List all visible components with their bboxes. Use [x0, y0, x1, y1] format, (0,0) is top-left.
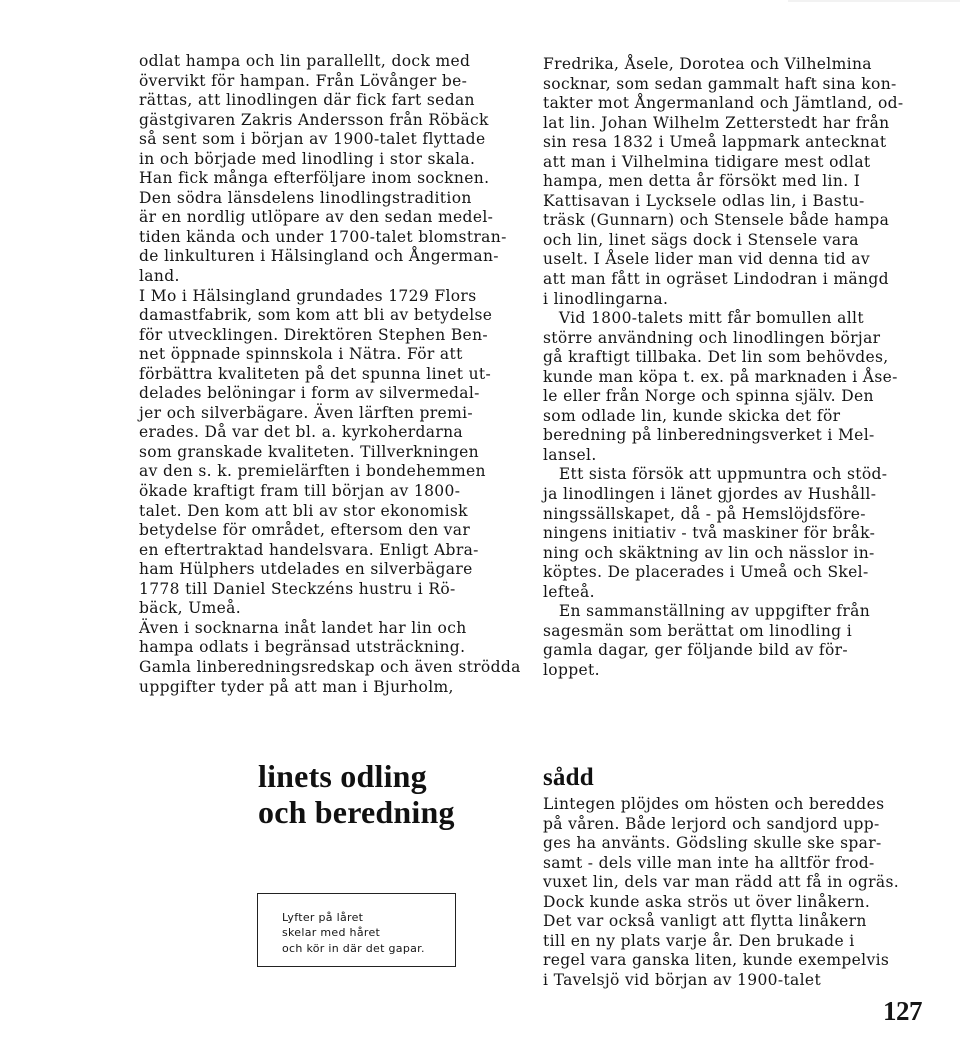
caption-box [257, 893, 456, 967]
text-line: talet. Den kom att bli av stor ekonomisk [139, 501, 468, 520]
right-text-column [543, 55, 943, 681]
text-line: rättas, att linodlingen där fick fart sedan [139, 91, 475, 110]
text-line: Lintegen plöjdes om hösten och bereddes [543, 795, 885, 813]
text-line: socknar, som sedan gammalt haft sina kon- [543, 74, 897, 93]
text-line: ökade kraftigt fram till början av 1800- [139, 482, 461, 501]
text-line: le eller från Norge och spinna själv. Den [543, 387, 874, 406]
text-line: uselt. I Åsele lider man vid denna tid av [543, 250, 870, 269]
text-line: större användning och linodlingen börjar [543, 328, 881, 347]
text-line: in och började med linodling i stor skala. [139, 149, 476, 168]
text-line: Gamla linberedningsredskap och även strödda [139, 657, 521, 676]
page-number: 127 [883, 996, 922, 1026]
text-line: Lyfter på låret [282, 911, 364, 924]
text-line: gamla dagar, ger följande bild av för- [543, 641, 849, 660]
text-line: kunde man köpa t. ex. på marknaden i Åse- [543, 367, 898, 386]
text-line: i Tavelsjö vid början av 1900-talet [543, 970, 822, 989]
text-line: för utvecklingen. Direktören Stephen Ben- [139, 325, 488, 344]
text-line: jer och silverbägare. Även lärften premi- [139, 403, 474, 422]
sadd-text-column [543, 795, 943, 990]
text-line: och kör in där det gapar. [282, 941, 425, 955]
text-line: uppgifter tyder på att man i Bjurholm, [139, 677, 454, 696]
text-line: erades. Då var det bl. a. kyrkoherdarna [139, 423, 464, 442]
text-line: ham Hülphers utdelades en silverbägare [139, 560, 473, 579]
text-line: hampa odlats i begränsad utsträckning. [139, 638, 466, 657]
text-line: Vid 1800-talets mitt får bomullen allt [543, 309, 864, 328]
text-line: bäck, Umeå. [139, 599, 242, 618]
section-heading [258, 758, 455, 830]
text-line: av den s. k. premielärften i bondehemmen [139, 462, 486, 481]
text-line: lefteå. [543, 582, 595, 601]
text-line: Det var också vanligt att flytta linåkern [543, 912, 867, 931]
text-line: sin resa 1832 i Umeå lappmark antecknat [543, 133, 887, 152]
text-line: och beredning [258, 794, 455, 830]
text-line: Han fick många efterföljare inom socknen. [139, 169, 490, 188]
text-line: hampa, men detta år försökt med lin. I [543, 172, 861, 191]
text-line: de linkulturen i Hälsingland och Ångerman- [139, 247, 499, 266]
text-line: beredning på linberedningsverket i Mel- [543, 426, 875, 445]
text-line: gästgivaren Zakris Andersson från Röbäck [139, 110, 489, 129]
text-line: som granskade kvaliteten. Tillverkningen [139, 442, 479, 461]
sadd-heading: sådd [543, 764, 594, 791]
top-edge-mark [788, 0, 960, 2]
text-line: på våren. Både lerjord och sandjord upp- [543, 814, 880, 833]
caption-text [282, 910, 425, 956]
text-line: ningens initiativ - två maskiner för bråk- [543, 524, 876, 543]
text-line: land. [139, 267, 180, 286]
text-line: ningssällskapet, då - på Hemslöjdsföre- [543, 504, 866, 523]
text-line: takter mot Ångermanland och Jämtland, od- [543, 94, 904, 113]
text-line: I Mo i Hälsingland grundades 1729 Flors [139, 286, 477, 305]
text-line: Fredrika, Åsele, Dorotea och Vilhelmina [543, 55, 872, 73]
text-line: ning och skäktning av lin och nässlor in- [543, 543, 875, 562]
text-line: loppet. [543, 660, 600, 679]
text-line: tiden kända och under 1700-talet blomstran- [139, 227, 507, 246]
text-line: delades belöningar i form av silvermedal- [139, 384, 480, 403]
text-line: 1778 till Daniel Steckzéns hustru i Rö- [139, 579, 456, 598]
text-line: vuxet lin, dels var man rädd att få in ogräs. [543, 873, 900, 892]
text-line: att man fått in ogräset Lindodran i mängd [543, 270, 889, 289]
text-line: en eftertraktad handelsvara. Enligt Abra- [139, 540, 479, 559]
text-line: betydelse för området, eftersom den var [139, 521, 471, 540]
text-line: ges ha använts. Gödsling skulle ske spar- [543, 834, 882, 853]
text-line: i linodlingarna. [543, 289, 669, 308]
text-line: övervikt för hampan. Från Lövånger be- [139, 71, 468, 90]
text-line: Den södra länsdelens linodlingstradition [139, 188, 472, 207]
text-line: En sammanställning av uppgifter från [543, 602, 871, 621]
text-line: lansel. [543, 445, 597, 464]
text-line: odlat hampa och lin parallellt, dock med [139, 52, 471, 70]
text-line: gå kraftigt tillbaka. Det lin som behövdes, [543, 348, 889, 367]
text-line: linets odling [258, 758, 427, 794]
text-line: Även i socknarna inåt landet har lin och [139, 618, 467, 637]
text-line: är en nordlig utlöpare av den sedan medel- [139, 208, 494, 227]
text-line: net öppnade spinnskola i Nätra. För att [139, 345, 463, 364]
text-line: skelar med håret [282, 926, 381, 940]
text-line: så sent som i början av 1900-talet flyttade [139, 130, 486, 149]
text-line: träsk (Gunnarn) och Stensele både hampa [543, 211, 890, 230]
text-line: till en ny plats varje år. Den brukade i [543, 931, 855, 950]
text-line: och lin, linet sägs dock i Stensele vara [543, 230, 859, 249]
text-line: som odlade lin, kunde skicka det för [543, 406, 841, 425]
text-line: damastfabrik, som kom att bli av betydelse [139, 306, 493, 325]
text-line: lat lin. Johan Wilhelm Zetterstedt har från [543, 113, 890, 132]
text-line: Dock kunde aska strös ut över linåkern. [543, 892, 871, 911]
text-line: att man i Vilhelmina tidigare mest odlat [543, 152, 871, 171]
text-line: förbättra kvaliteten på det spunna linet ut- [139, 364, 492, 383]
text-line: sagesmän som berättat om linodling i [543, 621, 853, 640]
text-line: samt - dels ville man inte ha alltför frod- [543, 853, 875, 872]
text-line: Ett sista försök att uppmuntra och stöd- [543, 465, 888, 484]
left-text-column [139, 52, 539, 697]
text-line: regel vara ganska liten, kunde exempelvis [543, 951, 890, 970]
text-line: Kattisavan i Lycksele odlas lin, i Bastu- [543, 191, 865, 210]
text-line: ja linodlingen i länet gjordes av Hushåll- [543, 485, 877, 504]
text-line: köptes. De placerades i Umeå och Skel- [543, 563, 869, 582]
